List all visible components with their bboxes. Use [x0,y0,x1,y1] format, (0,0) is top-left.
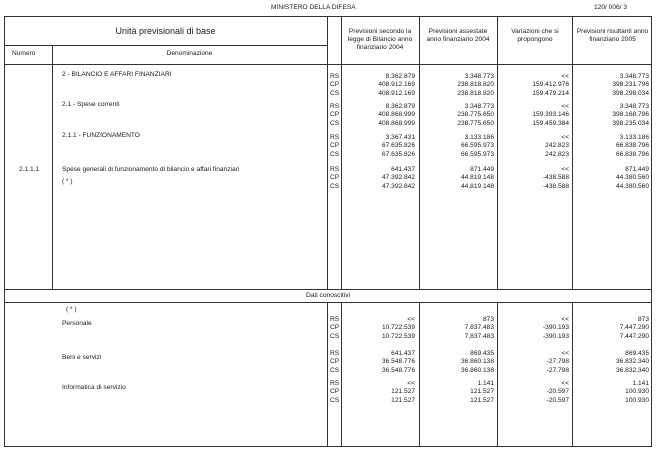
dati-row-denominazione: Beni e servizi [62,354,102,361]
row-note: ( * ) [62,178,73,185]
dati-row-col2-values: 1.141 121.527 121.527 [470,380,494,404]
codes-divider-left [327,16,328,289]
numero-header: Numero [12,50,36,57]
dati-row-denominazione: Informatica di servizio [62,384,126,391]
col3-divider-b [497,302,498,446]
row-col4-values: 3.348.773 398.168.796 398.235.034 [612,103,649,127]
row-col2-values: 3.133.186 66.595.973 66.595.973 [460,134,494,158]
row-col1-values: 641.437 47.392.842 47.392.842 [381,166,415,190]
row-col3-values: << 242.823 242.823 [545,134,569,158]
col1-header: Previsioni secondo la legge di Bilancio anno finanziario 2004 [347,28,413,51]
row-denominazione: 2 - BILANCIO E AFFARI FINANZIARI [62,71,172,78]
row-denominazione: 2.1 - Spese correnti [62,101,120,108]
dati-row-col4-values: 873 7.447.290 7.447.290 [619,316,649,340]
dati-row-col1-values: << 121.527 121.527 [391,380,415,404]
dati-row-codes: RS CP CS [330,380,340,404]
dati-row-denominazione: Personale [62,320,92,327]
row-col1-values: 8.362.879 408.868.999 408.868.999 [378,103,415,127]
row-col3-values: << 159.412.976 159.479.214 [532,73,569,97]
dati-row-col3-values: << -27.798 -27.798 [546,350,569,374]
unita-title: Unità previsionali di base [115,26,216,36]
col3-divider [497,16,498,289]
numero-divider [52,45,53,289]
page-reference: 120/ 006/ 3 [594,4,627,11]
dati-row-codes: RS CP CS [330,316,340,340]
denominazione-header: Denominazione [166,50,213,57]
row-codes: RS CP CS [330,73,340,97]
row-col4-values: 3.133.186 66.838.796 66.838.796 [615,134,649,158]
row-codes: RS CP CS [330,103,340,127]
table-bottom-border [4,446,652,447]
row-col1-values: 3.367.431 67.635.826 67.635.826 [381,134,415,158]
col3-header: Variazioni che si propongono [511,28,559,43]
row-codes: RS CP CS [330,166,340,190]
dati-row-col4-values: 869.435 36.832.340 36.832.340 [615,350,649,374]
row-col2-values: 871.449 44.819.148 44.819.148 [460,166,494,190]
left-border [4,16,5,447]
row-numero: 2.1.1.1 [19,166,40,173]
codes-divider-right [327,302,328,446]
dati-row-col3-values: << -390.193 -390.193 [542,316,569,340]
row-denominazione: Spese generali di funzionamento di bilancio e affari finanziari [62,166,240,173]
dati-row-col3-values: << -20.597 -20.597 [546,380,569,404]
dati-row-col4-values: 1.141 100.930 100.930 [625,380,649,404]
row-denominazione: 2.1.1 - FUNZIONAMENTO [62,132,140,139]
row-codes: RS CP CS [330,134,340,158]
row-col3-values: << -438.588 -438.588 [542,166,569,190]
dati-row-col1-values: 641.437 36.548.776 36.548.776 [381,350,415,374]
row-col2-values: 3.348.773 238.775.650 238.775.650 [457,103,494,127]
dati-row-col2-values: 873 7.837.483 7.837.483 [464,316,494,340]
dati-row-col1-values: << 10.722.539 10.722.539 [381,316,415,340]
ministry-title: MINISTERO DELLA DIFESA [271,4,356,11]
row-col4-values: 3.348.773 398.231.796 398.298.034 [612,73,649,97]
dati-title-underline [4,302,652,303]
row-col2-values: 3.348.773 238.818.820 238.818.820 [457,73,494,97]
dati-row-col2-values: 869.435 36.860.138 36.860.138 [460,350,494,374]
dati-row-codes: RS CP CS [330,350,340,374]
row-col3-values: << 159.393.146 159.459.384 [532,103,569,127]
col2-header: Previsioni assestate anno finanziario 2004 [426,28,490,43]
header-bottom-border [4,64,652,65]
right-border [651,16,652,447]
dati-title: Dati conoscitivi [306,292,350,299]
col4-header: Previsioni risultanti anno finanziario 2005 [576,28,649,43]
row-col4-values: 871.449 44.380.560 44.380.560 [615,166,649,190]
dati-top-border [4,289,652,290]
table-top-border [4,16,652,17]
row-col1-values: 8.362.879 408.912.169 408.912.169 [378,73,415,97]
dati-note: ( * ) [66,306,77,313]
